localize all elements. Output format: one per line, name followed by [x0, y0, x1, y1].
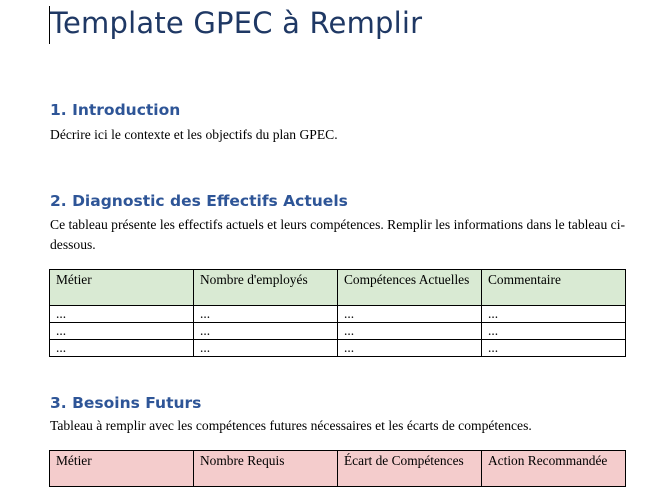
table-cell[interactable]: ...	[338, 340, 482, 357]
heading-introduction[interactable]: 1. Introduction	[50, 101, 181, 119]
table-row	[50, 323, 626, 340]
table-cell[interactable]: ...	[482, 323, 626, 340]
header-cell-competences-actuelles[interactable]: Compétences Actuelles	[338, 270, 482, 306]
header-cell-nombre-employes[interactable]: Nombre d'employés	[194, 270, 338, 306]
table-row	[50, 306, 626, 323]
besoins-table	[49, 450, 626, 487]
table-cell[interactable]: ...	[482, 306, 626, 323]
heading-besoins-futurs[interactable]: 3. Besoins Futurs	[50, 394, 202, 412]
table-cell[interactable]: ...	[482, 340, 626, 357]
header-cell-ecart-competences[interactable]: Écart de Compétences	[338, 451, 482, 487]
header-cell-nombre-requis[interactable]: Nombre Requis	[194, 451, 338, 487]
table-cell[interactable]: ...	[194, 323, 338, 340]
besoins-paragraph[interactable]: Tableau à remplir avec les compétences futures nécessaires et les écarts de compétences.	[50, 418, 532, 433]
table-cell[interactable]: ...	[50, 323, 194, 340]
table-row	[50, 340, 626, 357]
header-cell-action-recommandee[interactable]: Action Recommandée	[482, 451, 626, 487]
table-cell[interactable]: ...	[50, 306, 194, 323]
table-header-row	[50, 451, 626, 487]
table-cell[interactable]: ...	[338, 306, 482, 323]
effectifs-table	[49, 269, 626, 357]
table-header-row	[50, 270, 626, 306]
table-cell[interactable]: ...	[50, 340, 194, 357]
header-cell-metier[interactable]: Métier	[50, 270, 194, 306]
diagnostic-paragraph[interactable]: Ce tableau présente les effectifs actuels et leurs compétences. Remplir les informations dans le tableau ci-dessous.	[50, 217, 625, 252]
introduction-paragraph[interactable]: Décrire ici le contexte et les objectifs du plan GPEC.	[50, 127, 338, 142]
header-cell-commentaire[interactable]: Commentaire	[482, 270, 626, 306]
table-cell[interactable]: ...	[194, 340, 338, 357]
header-cell-metier[interactable]: Métier	[50, 451, 194, 487]
table-cell[interactable]: ...	[338, 323, 482, 340]
document-title[interactable]: Template GPEC à Remplir	[50, 6, 423, 40]
heading-diagnostic[interactable]: 2. Diagnostic des Effectifs Actuels	[50, 192, 348, 210]
table-cell[interactable]: ...	[194, 306, 338, 323]
